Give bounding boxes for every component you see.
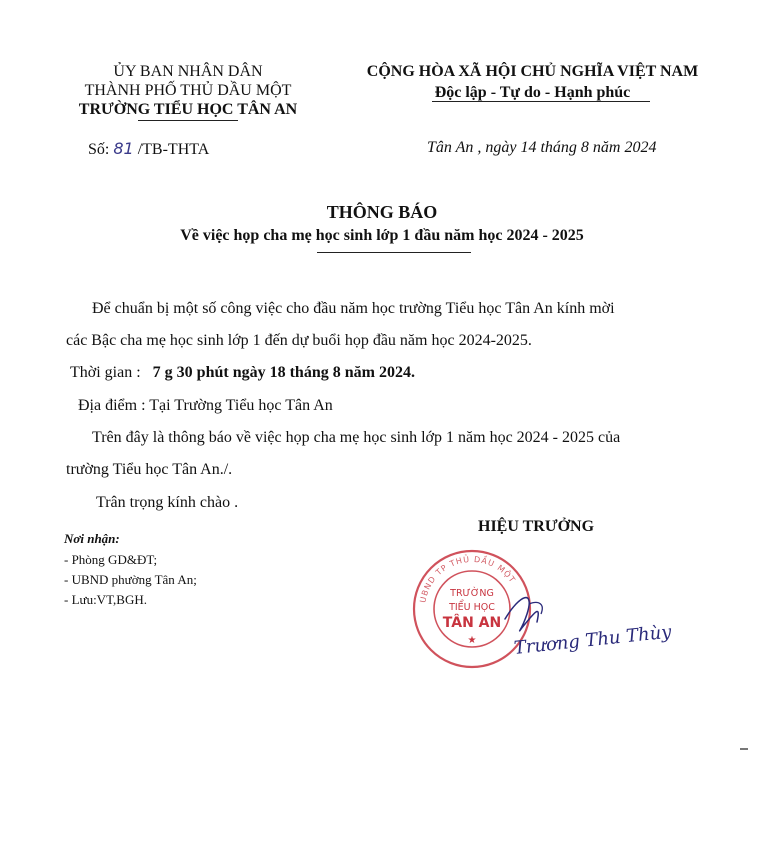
seal-line-2: TIỂU HỌC [449,602,495,613]
paragraph-3-line-2: trường Tiểu học Tân An./. [66,461,233,478]
document-title: THÔNG BÁO [326,202,438,222]
subtitle-underline [317,252,471,253]
signatory-title: HIỆU TRƯỞNG [478,518,595,535]
meeting-time [70,364,415,382]
signatory-name: Trương Thu Thùy [512,621,673,659]
header-left-underline [138,120,238,121]
recipient-item: - UBND phường Tân An; [64,572,197,587]
recipients-block [64,530,197,610]
recipient-item: - Lưu:VT,BGH. [64,592,147,607]
header-right-line2: Độc lập - Tự do - Hạnh phúc [434,84,631,101]
header-right [345,61,720,103]
svg-text:★: ★ [467,635,477,646]
closing-greeting: Trân trọng kính chào . [96,494,239,511]
paragraph-1-line-2: các Bậc cha mẹ học sinh lớp 1 đến dự buổi họp đầu năm học 2024-2025. [66,332,532,349]
document-subtitle: Về việc họp cha mẹ học sinh lớp 1 đầu năm học 2024 - 2025 [180,227,584,244]
recipient-item: - Phòng GD&ĐT; [64,552,158,567]
time-label: Thời gian : [70,364,141,381]
scan-artifact [740,748,748,750]
place-date: Tân An , ngày 14 tháng 8 năm 2024 [427,139,657,156]
header-right-underline [432,101,650,102]
header-left-line1: ỦY BAN NHÂN DÂN [113,63,263,80]
header-right-line1: CỘNG HÒA XÃ HỘI CHỦ NGHĨA VIỆT NAM [366,63,699,80]
seal-line-1: TRƯỜNG [450,588,494,599]
header-left-line3: TRƯỜNG TIỂU HỌC TÂN AN [78,101,298,118]
recipients-label: Nơi nhận: [64,531,120,546]
header-left [68,62,308,119]
seal-line-3: TÂN AN [442,615,502,631]
meeting-location: Địa điểm : Tại Trường Tiểu học Tân An [78,397,333,414]
seal-ring-text: UBND TP THỦ DẦU MỘT [418,554,518,604]
time-value: 7 g 30 phút ngày 18 tháng 8 năm 2024. [152,364,415,381]
paragraph-1-line-1: Để chuẩn bị một số công việc cho đầu năm học trường Tiểu học Tân An kính mời [92,300,615,317]
paragraph-3-line-1: Trên đây là thông báo về việc họp cha mẹ học sinh lớp 1 năm học 2024 - 2025 của [92,429,621,446]
ref-number: 81 [113,139,134,158]
header-left-line2: THÀNH PHỐ THỦ DẦU MỘT [84,82,292,99]
ref-suffix: /TB-THTA [137,141,210,158]
ref-prefix: Số: [88,141,110,158]
reference-number [88,139,209,159]
